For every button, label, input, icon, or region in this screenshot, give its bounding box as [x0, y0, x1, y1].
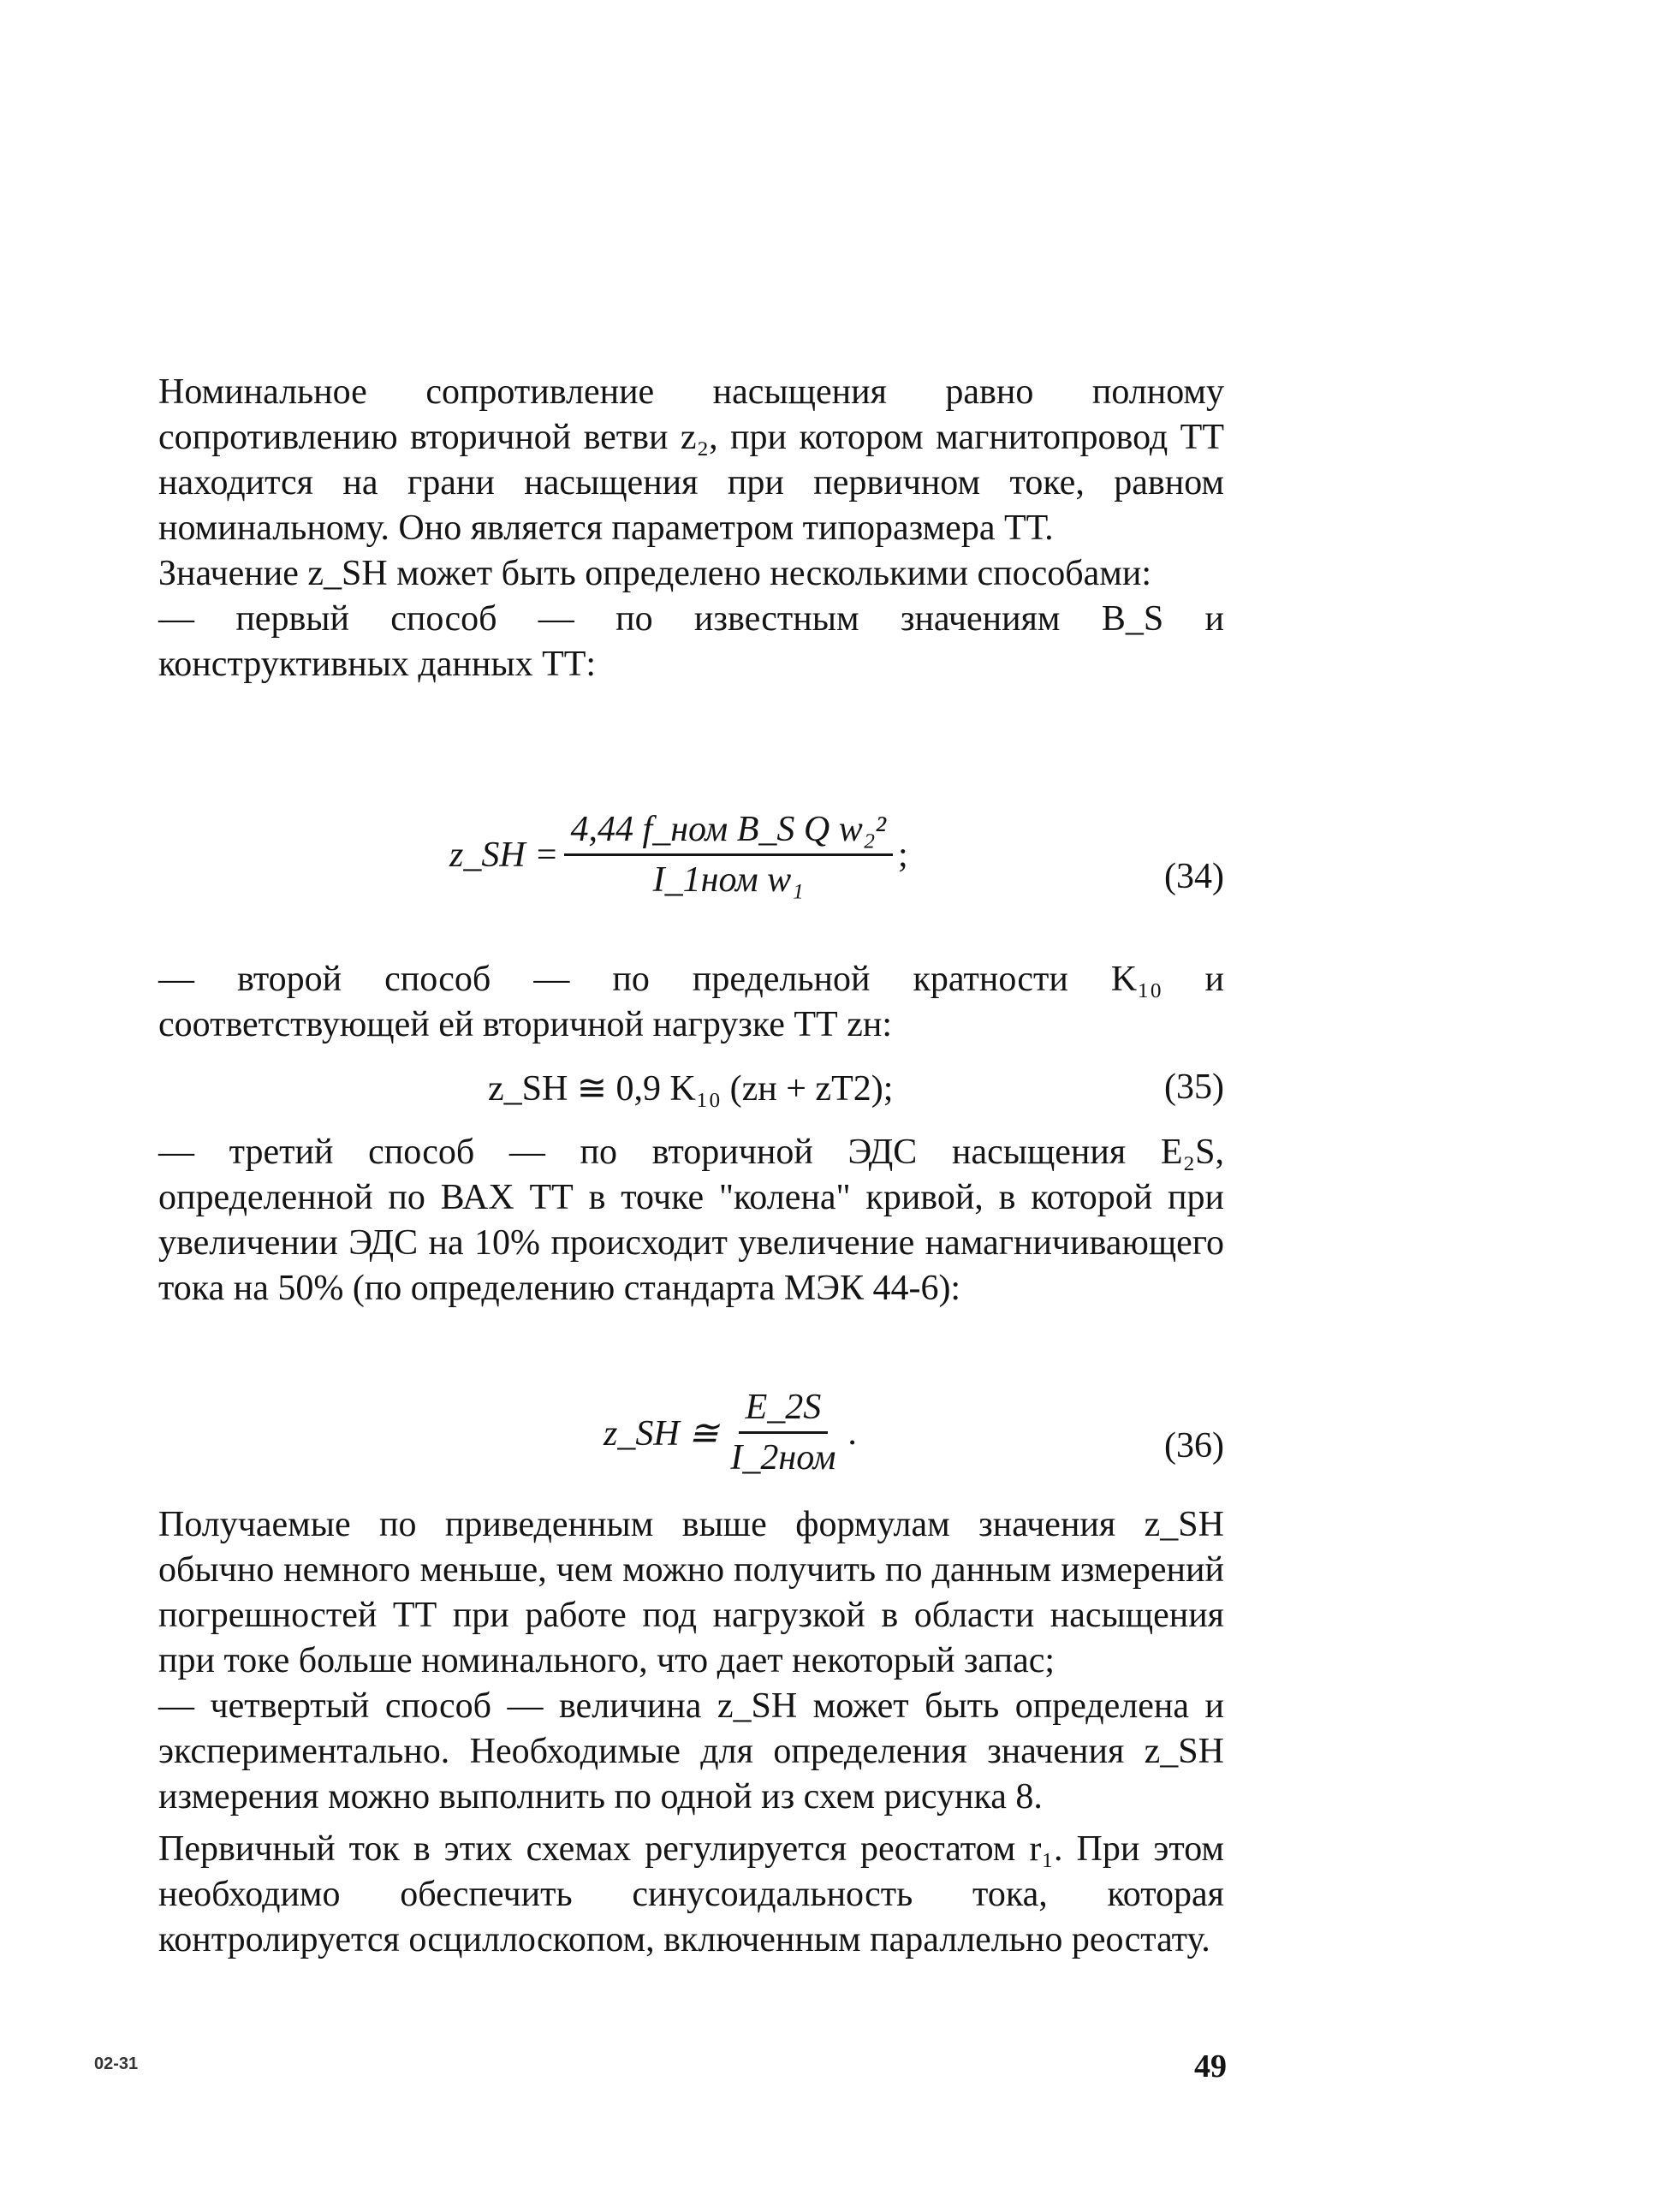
page-footer — [0, 2048, 1659, 2089]
formula-34-tail: ; — [897, 835, 908, 875]
formula-34 — [158, 809, 1224, 903]
formula-34-denominator: I_1ном w₁ — [652, 860, 804, 900]
text-block-2 — [158, 957, 1224, 1048]
formula-36-denominator: I_2ном — [730, 1438, 836, 1478]
paragraph-3: — первый способ — по известным значениям B_S и конструктивных данных ТТ: — [158, 599, 1224, 684]
page-number: 49 — [1194, 2048, 1227, 2084]
paragraph-8: Первичный ток в этих схемах регулируется реостатом r₁. При этом необходимо обеспечить синусоидальность тока, которая контролируется осциллоскопом, включенным параллельно реостату. — [158, 1829, 1224, 1959]
formula-36-tail: . — [847, 1412, 857, 1453]
paragraph-7: — четвертый способ — величина z_SH может быть определена и экспериментально. Необходимые для определения значения z_SH измерения можно выполнить по одной из схем рисунка 8. — [158, 1686, 1224, 1817]
formula-34-number: (34) — [1164, 857, 1224, 896]
footer-code: 02-31 — [94, 2054, 139, 2073]
formula-35-number: (35) — [1164, 1067, 1224, 1107]
formula-35-expr: z_SH ≅ 0,9 K₁₀ (zн + zТ2); — [488, 1069, 894, 1109]
paragraph-5: — третий способ — по вторичной ЭДС насыщения E₂S, определенной по ВАХ ТТ в точке "колена" кривой, в которой при увеличении ЭДС на 10% происходит увеличение намагничивающего тока на 50% (по определению стандарта МЭК 44-6): — [158, 1133, 1224, 1308]
formula-34-lhs: z_SH = — [449, 835, 559, 875]
formula-36-body — [604, 1387, 857, 1478]
formula-36-numerator: E_2S — [739, 1387, 829, 1434]
formula-36-fraction — [723, 1387, 842, 1478]
paragraph-1: Номинальное сопротивление насыщения равно полному сопротивлению вторичной ветви z₂, при котором магнитопровод ТТ находится на грани насыщения при первичном токе, равном номинальному. Оно является параметром типоразмера ТТ. — [158, 372, 1224, 548]
paragraph-2: Значение z_SH может быть определено несколькими способами: — [158, 554, 1152, 593]
text-block-1 — [158, 370, 1224, 687]
formula-36-number: (36) — [1164, 1426, 1224, 1466]
formula-34-body — [449, 809, 908, 901]
formula-34-fraction — [564, 809, 893, 901]
formula-36-lhs: z_SH ≅ — [604, 1413, 719, 1454]
text-block-3 — [158, 1130, 1224, 1311]
formula-34-numerator: 4,44 f_ном B_S Q w₂² — [564, 809, 893, 856]
paragraph-4: — второй способ — по предельной кратности K₁₀ и соответствующей ей вторичной нагрузке ТТ zн: — [158, 960, 1224, 1044]
paragraph-6: Получаемые по приведенным выше формулам значения z_SH обычно немного меньше, чем можно получить по данным измерений погрешностей ТТ при работе под нагрузкой в области насыщения при токе больше номинального, что дает некоторый запас; — [158, 1505, 1224, 1680]
formula-35 — [158, 1067, 1224, 1118]
text-block-4 — [158, 1502, 1224, 1963]
formula-36 — [158, 1387, 1224, 1481]
